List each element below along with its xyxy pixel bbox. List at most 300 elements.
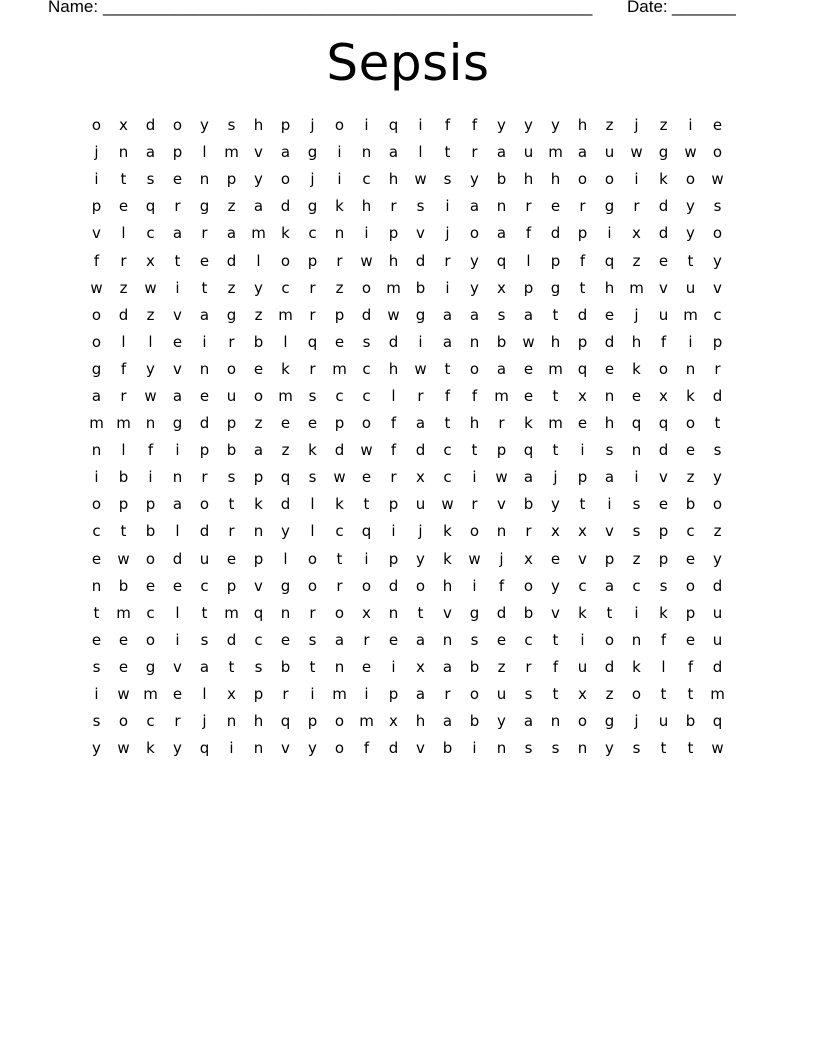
grid-letter: v — [497, 495, 506, 514]
grid-letter: f — [498, 576, 505, 595]
grid-letter: o — [91, 495, 102, 514]
grid-letter: d — [199, 414, 210, 433]
grid-row — [83, 166, 733, 193]
grid-letter: z — [227, 197, 236, 216]
grid-letter: n — [280, 603, 291, 622]
grid-letter: t — [579, 495, 586, 514]
grid-letter: a — [523, 305, 534, 324]
grid-letter: o — [334, 116, 345, 135]
grid-letter: i — [445, 278, 450, 297]
grid-letter: z — [605, 685, 614, 704]
grid-letter: i — [445, 197, 450, 216]
grid-letter: v — [173, 305, 182, 324]
grid-letter: g — [604, 197, 615, 216]
grid-letter: i — [310, 685, 315, 704]
grid-letter: d — [280, 197, 291, 216]
grid-letter: u — [415, 495, 426, 514]
grid-letter: y — [470, 170, 479, 189]
grid-letter: v — [173, 657, 182, 676]
grid-letter: h — [253, 116, 264, 135]
grid-letter: a — [469, 305, 480, 324]
grid-letter: m — [332, 359, 347, 378]
grid-letter: o — [685, 170, 696, 189]
grid-letter: n — [631, 630, 642, 649]
grid-letter: s — [524, 739, 533, 758]
grid-letter: p — [280, 116, 291, 135]
grid-letter: o — [604, 170, 615, 189]
grid-letter: s — [632, 495, 641, 514]
grid-letter: x — [119, 116, 128, 135]
grid-letter: w — [414, 359, 427, 378]
grid-letter: a — [496, 143, 507, 162]
grid-row — [83, 139, 733, 166]
grid-letter: w — [117, 685, 130, 704]
grid-letter: d — [415, 441, 426, 460]
grid-letter: r — [201, 468, 208, 487]
grid-letter: m — [89, 414, 104, 433]
grid-letter: m — [548, 143, 563, 162]
grid-letter: y — [551, 116, 560, 135]
grid-letter: m — [386, 278, 401, 297]
grid-letter: e — [658, 495, 669, 514]
grid-letter: i — [418, 116, 423, 135]
grid-letter: z — [497, 657, 506, 676]
grid-letter: v — [443, 603, 452, 622]
grid-letter: n — [199, 170, 210, 189]
grid-row — [83, 437, 733, 464]
grid-letter: a — [442, 332, 453, 351]
grid-row — [83, 491, 733, 518]
grid-letter: l — [661, 657, 666, 676]
grid-letter: b — [415, 278, 426, 297]
grid-letter: v — [254, 576, 263, 595]
grid-letter: m — [359, 712, 374, 731]
grid-letter: r — [309, 305, 316, 324]
grid-letter: p — [388, 224, 399, 243]
grid-letter: p — [388, 549, 399, 568]
grid-letter: d — [658, 224, 669, 243]
grid-letter: t — [660, 685, 667, 704]
grid-letter: t — [471, 441, 478, 460]
grid-letter: q — [361, 522, 372, 541]
grid-letter: e — [118, 657, 129, 676]
grid-letter: a — [469, 197, 480, 216]
grid-letter: s — [497, 305, 506, 324]
grid-letter: c — [713, 305, 722, 324]
grid-letter: r — [201, 224, 208, 243]
grid-letter: b — [280, 657, 291, 676]
grid-letter: r — [228, 522, 235, 541]
grid-letter: t — [309, 657, 316, 676]
grid-letter: b — [442, 739, 453, 758]
grid-letter: f — [660, 332, 667, 351]
grid-letter: w — [387, 305, 400, 324]
grid-letter: l — [175, 603, 180, 622]
grid-letter: o — [280, 170, 291, 189]
grid-row — [83, 329, 733, 356]
grid-letter: z — [335, 278, 344, 297]
grid-letter: q — [496, 251, 507, 270]
grid-letter: i — [634, 603, 639, 622]
grid-letter: l — [202, 143, 207, 162]
grid-letter: o — [199, 495, 210, 514]
grid-letter: l — [148, 332, 153, 351]
grid-letter: j — [310, 170, 315, 189]
grid-letter: r — [336, 251, 343, 270]
grid-letter: b — [685, 712, 696, 731]
grid-letter: r — [174, 197, 181, 216]
grid-letter: o — [361, 576, 372, 595]
grid-letter: h — [361, 197, 372, 216]
grid-letter: w — [414, 170, 427, 189]
grid-letter: s — [308, 386, 317, 405]
grid-letter: o — [631, 685, 642, 704]
grid-letter: s — [200, 630, 209, 649]
grid-row — [83, 383, 733, 410]
grid-letter: q — [523, 441, 534, 460]
grid-letter: b — [469, 712, 480, 731]
grid-letter: o — [577, 170, 588, 189]
grid-letter: a — [415, 685, 426, 704]
grid-letter: g — [280, 576, 291, 595]
grid-letter: y — [686, 224, 695, 243]
grid-letter: m — [548, 359, 563, 378]
date-label: Date: — [627, 0, 668, 16]
grid-letter: t — [444, 414, 451, 433]
grid-letter: o — [91, 332, 102, 351]
grid-letter: m — [224, 603, 239, 622]
grid-letter: i — [337, 143, 342, 162]
grid-letter: c — [632, 576, 641, 595]
grid-letter: o — [469, 224, 480, 243]
grid-letter: e — [172, 332, 183, 351]
grid-letter: j — [634, 116, 639, 135]
grid-letter: y — [308, 739, 317, 758]
grid-letter: h — [388, 359, 399, 378]
grid-letter: o — [712, 224, 723, 243]
grid-letter: v — [713, 278, 722, 297]
grid-letter: s — [659, 576, 668, 595]
grid-letter: c — [362, 386, 371, 405]
grid-letter: u — [604, 143, 615, 162]
grid-letter: k — [686, 386, 695, 405]
grid-letter: v — [416, 739, 425, 758]
grid-letter: t — [552, 685, 559, 704]
grid-letter: q — [712, 712, 723, 731]
grid-letter: m — [116, 603, 131, 622]
grid-letter: k — [659, 603, 668, 622]
grid-letter: p — [550, 251, 561, 270]
grid-letter: m — [494, 386, 509, 405]
grid-letter: a — [577, 143, 588, 162]
grid-letter: k — [659, 170, 668, 189]
grid-letter: p — [577, 332, 588, 351]
grid-letter: h — [253, 712, 264, 731]
grid-letter: u — [226, 386, 237, 405]
grid-letter: x — [632, 224, 641, 243]
grid-row — [83, 573, 733, 600]
grid-letter: h — [550, 332, 561, 351]
grid-letter: n — [631, 441, 642, 460]
grid-letter: y — [497, 712, 506, 731]
grid-letter: p — [577, 224, 588, 243]
grid-letter: k — [632, 657, 641, 676]
grid-letter: e — [712, 116, 723, 135]
grid-letter: l — [310, 495, 315, 514]
grid-letter: y — [713, 251, 722, 270]
grid-letter: p — [172, 143, 183, 162]
grid-letter: g — [145, 657, 156, 676]
grid-letter: e — [496, 630, 507, 649]
grid-letter: p — [658, 549, 669, 568]
grid-letter: o — [685, 576, 696, 595]
grid-letter: x — [578, 386, 587, 405]
grid-letter: o — [712, 143, 723, 162]
grid-letter: p — [226, 576, 237, 595]
grid-letter: w — [468, 549, 481, 568]
grid-letter: o — [118, 712, 129, 731]
grid-letter: w — [333, 468, 346, 487]
grid-letter: p — [388, 685, 399, 704]
grid-letter: y — [416, 549, 425, 568]
grid-letter: o — [334, 739, 345, 758]
grid-letter: g — [226, 305, 237, 324]
grid-letter: t — [120, 170, 127, 189]
grid-letter: f — [120, 359, 127, 378]
grid-letter: o — [280, 251, 291, 270]
grid-letter: d — [280, 495, 291, 514]
grid-letter: v — [659, 278, 668, 297]
grid-letter: f — [471, 386, 478, 405]
grid-letter: e — [199, 386, 210, 405]
grid-letter: d — [145, 116, 156, 135]
grid-letter: b — [253, 332, 264, 351]
grid-letter: w — [495, 468, 508, 487]
grid-letter: z — [686, 468, 695, 487]
grid-letter: g — [604, 712, 615, 731]
grid-letter: w — [711, 739, 724, 758]
grid-letter: n — [253, 739, 264, 758]
grid-letter: m — [251, 224, 266, 243]
grid-row — [83, 654, 733, 681]
grid-letter: p — [685, 603, 696, 622]
grid-letter: y — [281, 522, 290, 541]
grid-letter: a — [172, 386, 183, 405]
grid-letter: x — [578, 685, 587, 704]
grid-letter: t — [552, 305, 559, 324]
grid-letter: r — [390, 468, 397, 487]
grid-letter: h — [442, 576, 453, 595]
grid-letter: g — [469, 603, 480, 622]
grid-letter: e — [307, 414, 318, 433]
grid-letter: o — [145, 549, 156, 568]
grid-letter: r — [525, 657, 532, 676]
grid-letter: v — [578, 549, 587, 568]
grid-letter: a — [415, 414, 426, 433]
grid-row — [83, 275, 733, 302]
grid-letter: r — [174, 712, 181, 731]
grid-row — [83, 546, 733, 573]
grid-letter: y — [524, 116, 533, 135]
grid-letter: v — [416, 224, 425, 243]
grid-letter: w — [117, 739, 130, 758]
grid-letter: t — [687, 739, 694, 758]
grid-letter: n — [550, 712, 561, 731]
grid-letter: l — [121, 332, 126, 351]
grid-letter: e — [199, 251, 210, 270]
grid-letter: q — [253, 603, 264, 622]
grid-letter: n — [361, 143, 372, 162]
grid-letter: s — [92, 712, 101, 731]
grid-letter: u — [685, 278, 696, 297]
grid-letter: e — [91, 549, 102, 568]
grid-letter: m — [116, 414, 131, 433]
grid-letter: z — [227, 278, 236, 297]
grid-letter: z — [632, 549, 641, 568]
grid-letter: a — [172, 495, 183, 514]
grid-letter: i — [148, 468, 153, 487]
grid-letter: e — [253, 359, 264, 378]
grid-letter: r — [120, 386, 127, 405]
grid-letter: u — [523, 143, 534, 162]
grid-letter: t — [120, 522, 127, 541]
grid-letter: k — [281, 224, 290, 243]
grid-row — [83, 356, 733, 383]
grid-letter: r — [363, 630, 370, 649]
grid-letter: b — [118, 468, 129, 487]
grid-letter: l — [310, 522, 315, 541]
grid-letter: d — [658, 441, 669, 460]
grid-letter: w — [684, 143, 697, 162]
grid-letter: c — [443, 441, 452, 460]
grid-letter: i — [364, 685, 369, 704]
grid-letter: t — [174, 251, 181, 270]
grid-letter: f — [363, 739, 370, 758]
grid-letter: p — [577, 468, 588, 487]
grid-letter: t — [336, 549, 343, 568]
grid-letter: d — [388, 576, 399, 595]
grid-letter: i — [337, 170, 342, 189]
grid-letter: w — [711, 170, 724, 189]
grid-letter: t — [552, 630, 559, 649]
grid-letter: k — [281, 359, 290, 378]
grid-letter: d — [388, 739, 399, 758]
grid-letter: y — [254, 170, 263, 189]
grid-letter: a — [253, 441, 264, 460]
grid-row — [83, 193, 733, 220]
grid-letter: b — [226, 441, 237, 460]
grid-letter: p — [388, 495, 399, 514]
grid-letter: n — [604, 386, 615, 405]
grid-letter: k — [335, 495, 344, 514]
grid-letter: u — [199, 549, 210, 568]
grid-letter: t — [552, 386, 559, 405]
grid-letter: z — [713, 522, 722, 541]
grid-letter: p — [604, 549, 615, 568]
grid-letter: v — [551, 603, 560, 622]
grid-letter: n — [172, 468, 183, 487]
grid-letter: m — [548, 414, 563, 433]
grid-letter: o — [523, 576, 534, 595]
grid-letter: o — [307, 576, 318, 595]
grid-letter: a — [334, 630, 345, 649]
grid-letter: d — [658, 197, 669, 216]
grid-letter: g — [550, 278, 561, 297]
grid-letter: e — [685, 630, 696, 649]
grid-letter: i — [364, 116, 369, 135]
grid-letter: o — [685, 414, 696, 433]
grid-letter: l — [283, 549, 288, 568]
grid-letter: c — [362, 359, 371, 378]
grid-letter: e — [91, 630, 102, 649]
grid-letter: n — [496, 522, 507, 541]
grid-letter: i — [175, 630, 180, 649]
grid-letter: e — [280, 630, 291, 649]
grid-letter: i — [688, 116, 693, 135]
grid-letter: d — [712, 657, 723, 676]
grid-letter: y — [146, 359, 155, 378]
grid-letter: t — [201, 278, 208, 297]
grid-letter: q — [145, 197, 156, 216]
grid-letter: c — [335, 386, 344, 405]
grid-letter: s — [416, 197, 425, 216]
grid-letter: r — [228, 332, 235, 351]
grid-letter: m — [629, 278, 644, 297]
grid-letter: t — [228, 495, 235, 514]
grid-letter: m — [278, 386, 293, 405]
grid-letter: i — [94, 170, 99, 189]
grid-letter: n — [145, 414, 156, 433]
grid-letter: e — [226, 549, 237, 568]
grid-letter: y — [200, 116, 209, 135]
grid-letter: x — [146, 251, 155, 270]
grid-letter: j — [94, 143, 99, 162]
grid-letter: s — [551, 739, 560, 758]
grid-letter: r — [444, 685, 451, 704]
grid-letter: t — [552, 441, 559, 460]
grid-letter: e — [145, 576, 156, 595]
grid-letter: r — [471, 143, 478, 162]
grid-letter: e — [118, 630, 129, 649]
grid-letter: k — [146, 739, 155, 758]
grid-letter: p — [496, 441, 507, 460]
grid-letter: k — [632, 359, 641, 378]
grid-letter: i — [94, 468, 99, 487]
date-field[interactable]: _______ — [672, 0, 736, 16]
grid-letter: p — [199, 441, 210, 460]
grid-letter: d — [226, 251, 237, 270]
name-field[interactable]: ______________________________________________________ — [103, 0, 592, 16]
grid-letter: m — [278, 305, 293, 324]
grid-letter: m — [332, 685, 347, 704]
grid-letter: l — [121, 224, 126, 243]
grid-letter: c — [92, 522, 101, 541]
grid-letter: t — [363, 495, 370, 514]
grid-letter: o — [172, 116, 183, 135]
grid-letter: e — [388, 630, 399, 649]
grid-letter: p — [334, 414, 345, 433]
grid-letter: e — [523, 386, 534, 405]
grid-letter: i — [391, 522, 396, 541]
grid-letter: z — [146, 305, 155, 324]
grid-letter: s — [713, 441, 722, 460]
grid-letter: s — [362, 332, 371, 351]
grid-letter: j — [310, 116, 315, 135]
grid-letter: a — [496, 224, 507, 243]
grid-letter: g — [415, 305, 426, 324]
grid-letter: o — [604, 630, 615, 649]
grid-letter: p — [145, 495, 156, 514]
